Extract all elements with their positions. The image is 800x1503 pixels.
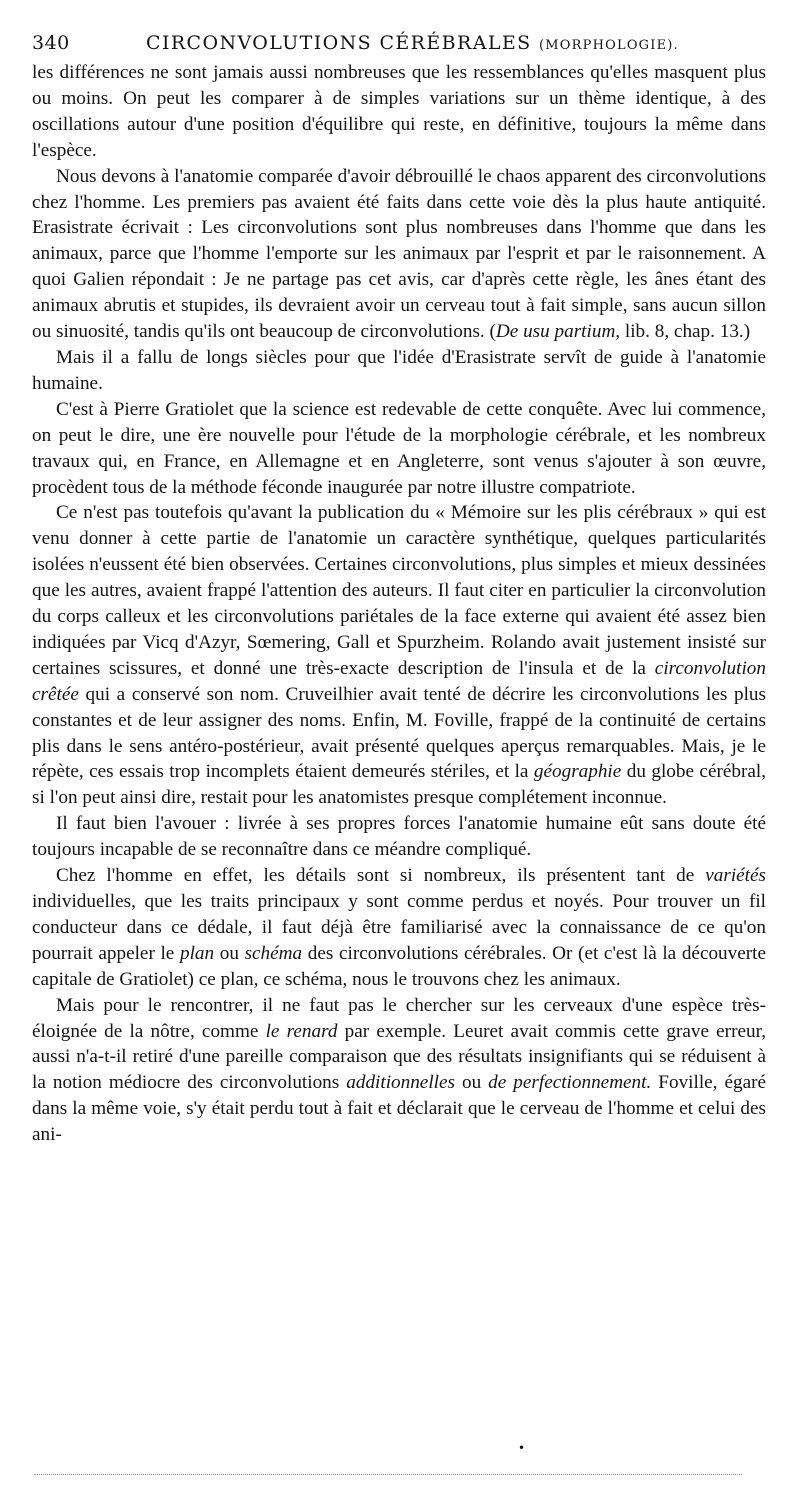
text-run: du globe cérébral, si l'on peut ainsi dire, restait pour les anatomistes presque complétement inconnue. [32,761,766,809]
running-title-subtitle: (MORPHOLOGIE). [539,38,679,53]
text-run: Il faut bien l'avouer : livrée à ses propres forces l'anatomie humaine eût sans doute été toujours incapable de se reconnaître dans ce méandre compliqué. [32,813,766,861]
paragraph [32,397,766,501]
text-run: Chez l'homme en effet, les détails sont si nombreux, ils présentent tant de [56,865,706,887]
text-run: lib. 8, chap. 13.) [620,321,751,343]
body-text [32,60,766,1148]
text-run: Mais il a fallu de longs siècles pour que l'idée d'Erasistrate servît de guide à l'anatomie humaine. [32,346,766,394]
text-run: qui a conservé son nom. Cruveilhier avait tenté de décrire les circonvolutions les plus constantes et de leur assigner des noms. Enfin, M. Foville, frappé de la continuité de certains plis dans le sens antéro-postérieur, avait présenté quelques aperçus remarquables. Mais, je le répète, ces essais trop incomplets étaient demeurés stériles, et la [32,683,766,783]
text-run: Nous devons à l'anatomie comparée d'avoir débrouillé le chaos apparent des circonvolutions chez l'homme. Les premiers pas avaient été faits dans cette voie dès la plus haute antiquité. Erasistrate écrivait : Les circonvolutions sont plus nombreuses dans l'homme que dans les animaux, parce que l'homme l'emporte sur les animaux par l'esprit et par le raisonnement. A quoi Galien répondait : Je ne partage pas cet avis, car d'après cette règle, les ânes étant des animaux abrutis et stupides, ils devraient avoir un cerveau tout à fait simple, sans aucun sillon ou sinuosité, tandis qu'ils ont beaucoup de circonvolutions. ( [32,165,766,343]
paragraph [32,345,766,397]
italic-text: schéma [244,942,303,964]
italic-text: plan [179,942,215,964]
text-run: ou [454,1072,489,1094]
paragraph [32,863,766,993]
italic-text: de perfectionnement. [488,1072,652,1094]
paragraph [32,500,766,811]
text-run: C'est à Pierre Gratiolet que la science est redevable de cette conquête. Avec lui commence, on peut le dire, une ère nouvelle pour l'étude de la morphologie cérébrale, et les nombreux travaux qui, en France, en Allemagne et en Angleterre, sont venus s'ajouter à son œuvre, procèdent tous de la méthode féconde inaugurée par notre illustre compatriote. [32,398,766,498]
stray-mark: • [518,1441,526,1455]
text-run: les différences ne sont jamais aussi nombreuses que les ressemblances qu'elles masquent plus ou moins. On peut les comparer à de simples variations sur un thème identique, à des oscillations autour d'une position d'équilibre qui reste, en définitive, toujours la même dans l'espèce. [32,62,766,161]
italic-text: géographie [533,761,622,783]
text-run: des circonvolutions cérébrales. Or (et c'est là la découverte capitale de Gratiolet) ce plan, ce schéma, nous le trouvons chez les animaux. [32,942,766,990]
text-run: individuelles, que les traits principaux y sont comme perdus et noyés. Pour trouver un fil conducteur dans ce dédale, il faut déjà être familiarisé avec la connaissance de ce qu'on pourrait appeler le [32,891,766,964]
italic-text: circonvolution crêtée [32,657,766,705]
paragraph [32,60,766,164]
footer-dotted-rule [34,1474,742,1475]
text-run: Ce n'est pas toutefois qu'avant la publication du « Mémoire sur les plis cérébraux » qui est venu donner à cette partie de l'anatomie un caractère synthétique, quelques particularités isolées n'eussent été bien observées. Certaines circonvolutions, plus simples et mieux dessinées que les autres, avaient frappé l'attention des auteurs. Il faut citer en particulier la circonvolution du corps calleux et les circonvolutions pariétales de la face externe qui avaient été assez bien indiquées par Vicq d'Azyr, Sœmering, Gall et Spurzheim. Rolando avait justement insisté sur certaines scissures, et donné une très-exacte description de l'insula et de la [32,502,766,679]
text-run: Foville, égaré dans la même voie, s'y était perdu tout à fait et déclarait que le cerveau de l'homme et celui des ani- [32,1072,767,1146]
text-run: Mais pour le rencontrer, il ne faut pas le chercher sur les cerveaux d'une espèce très-éloignée de la nôtre, comme [32,994,766,1042]
italic-text: le renard [265,1020,338,1042]
text-run: par exemple. Leuret avait commis cette grave erreur, aussi n'a-t-il retiré d'une pareille comparaison que des résultats insignifiants qui se réduisent à la notion médiocre des circonvolutions [32,1020,766,1094]
page-number: 340 [32,32,70,54]
text-run: ou [214,942,245,964]
paragraph [32,993,766,1148]
paragraph [32,811,766,863]
italic-text: additionnelles [346,1072,455,1094]
italic-text: De usu partium, [495,321,621,343]
italic-text: variétés [705,865,766,887]
paragraph [32,164,766,345]
running-title [146,32,679,54]
running-header [32,26,766,60]
running-title-main: CIRCONVOLUTIONS CÉRÉBRALES [146,32,532,54]
